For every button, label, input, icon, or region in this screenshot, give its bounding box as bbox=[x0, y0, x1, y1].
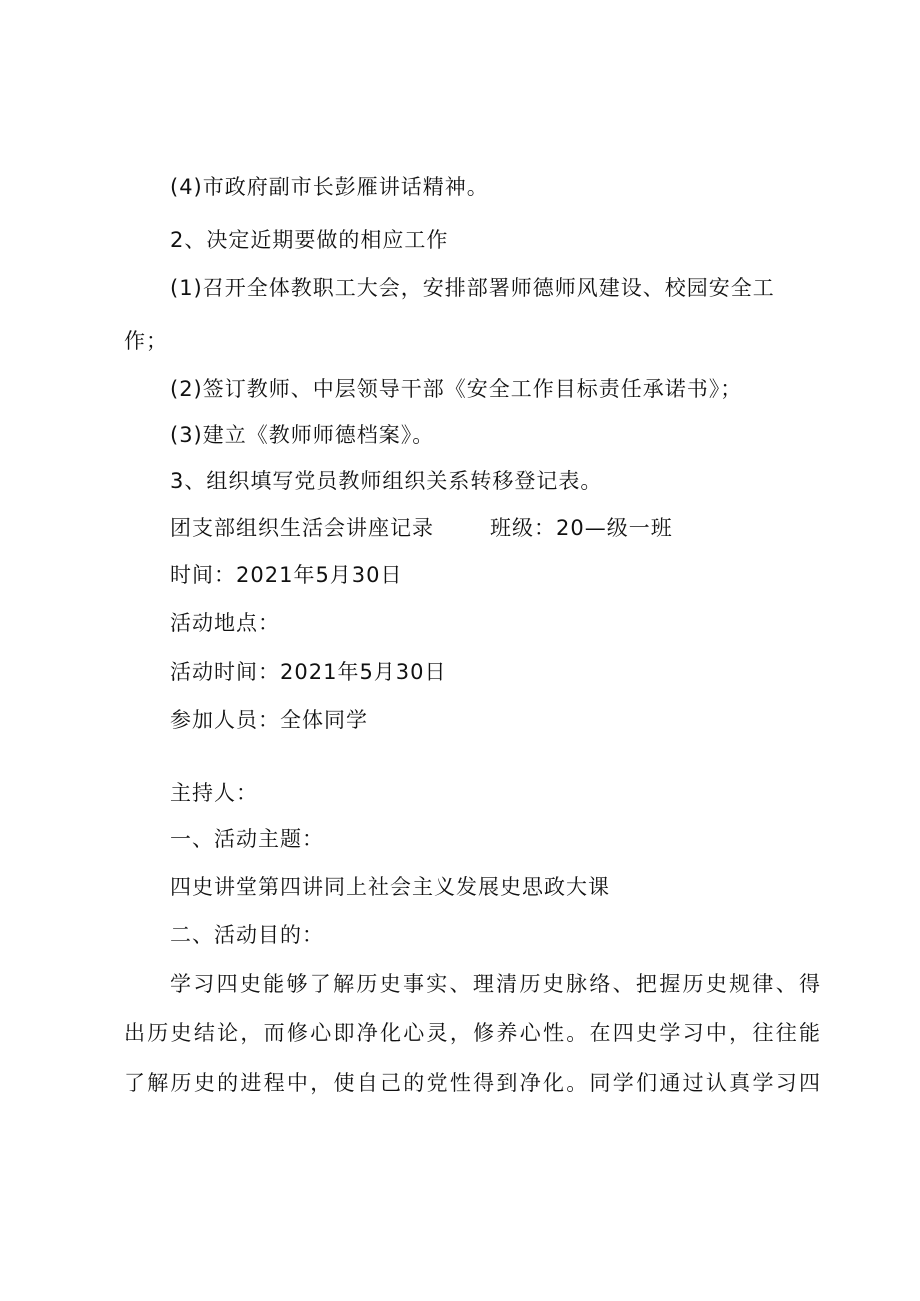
section-heading-theme: 一、活动主题： bbox=[170, 827, 324, 851]
section-heading-3: 3、组织填写党员教师组织关系转移登记表。 bbox=[170, 469, 603, 493]
activity-time: 活动时间：2021年5月30日 bbox=[170, 660, 447, 684]
host: 主持人： bbox=[170, 781, 258, 805]
paragraph-line: 出历史结论，而修心即净化心灵，修养心性。在四史学习中，往往能 bbox=[124, 1021, 820, 1045]
participants: 参加人员：全体同学 bbox=[170, 708, 368, 732]
class-info: 班级：20—级一班 bbox=[490, 516, 673, 540]
record-header bbox=[170, 514, 673, 542]
record-time: 时间：2021年5月30日 bbox=[170, 563, 403, 587]
list-item-2: (2)签订教师、中层领导干部《安全工作目标责任承诺书》； bbox=[170, 377, 743, 401]
section-heading-2: 2、决定近期要做的相应工作 bbox=[170, 228, 449, 252]
paragraph-line: 了解历史的进程中，使自己的党性得到净化。同学们通过认真学习四 bbox=[124, 1071, 820, 1095]
paragraph-line: 学习四史能够了解历史事实、理清历史脉络、把握历史规律、得 bbox=[170, 972, 820, 996]
list-item-1-continuation: 作； bbox=[124, 329, 168, 353]
section-heading-purpose: 二、活动目的： bbox=[170, 923, 324, 947]
list-item-3: (3)建立《教师师德档案》。 bbox=[170, 423, 435, 447]
record-title: 团支部组织生活会讲座记录 bbox=[170, 516, 434, 540]
list-item-4: (4)市政府副市长彭雁讲话精神。 bbox=[170, 175, 489, 199]
list-item-1: (1)召开全体教职工大会，安排部署师德师风建设、校园安全工 bbox=[170, 276, 775, 300]
theme-content: 四史讲堂第四讲同上社会主义发展史思政大课 bbox=[170, 875, 610, 899]
activity-location: 活动地点： bbox=[170, 611, 280, 635]
